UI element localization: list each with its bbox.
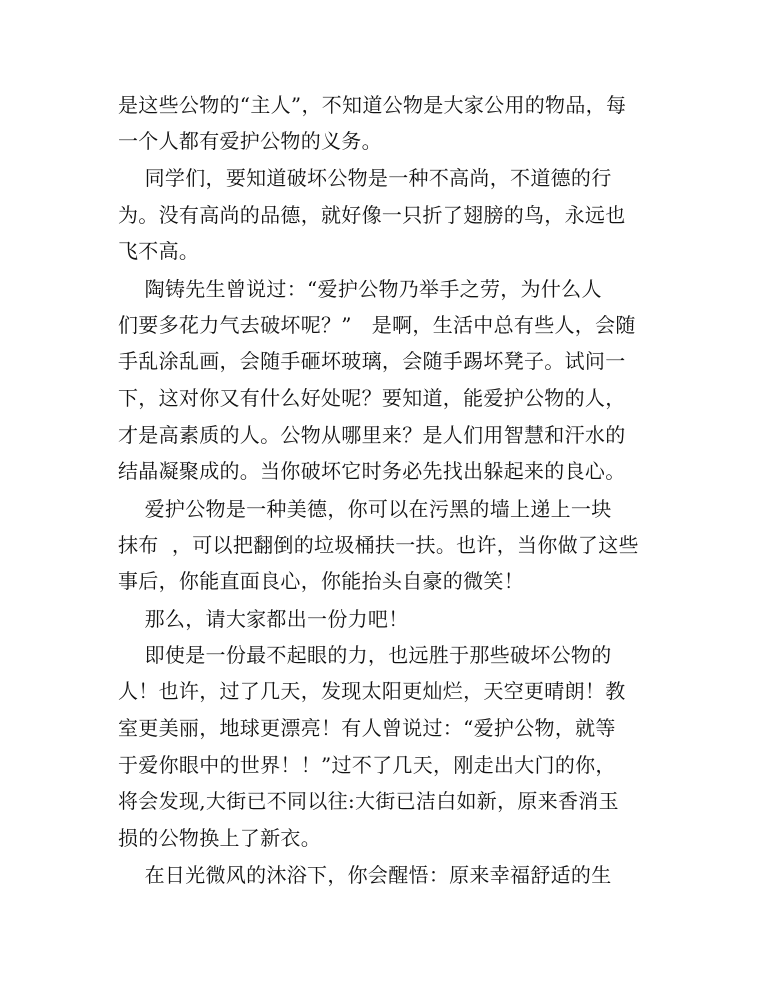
- text-line-8: 手乱涂乱画，会随手砸坏玻璃，会随手踢坏凳子。试问一: [118, 349, 626, 373]
- text-line-11: 结晶凝聚成的。当你破坏它时务必先找出躲起来的良心。: [118, 459, 626, 483]
- text-line-6: 陶铸先生曾说过：“爱护公物乃举手之劳，为什么人: [118, 277, 602, 301]
- text-line-16: 即使是一份最不起眼的力，也远胜于那些破坏公物的: [118, 643, 612, 667]
- text-line-22: 在日光微风的沐浴下，你会醒悟：原来幸福舒适的生: [118, 863, 612, 887]
- text-line-13: 抹布 ，可以把翻倒的垃圾桶扶一扶。也许，当你做了这些: [118, 533, 639, 557]
- text-line-7: 们要多花力气去破坏呢？” 是啊，生活中总有些人，会随: [118, 313, 636, 337]
- text-line-19: 于爱你眼中的世界！！”过不了几天，刚走出大门的你，: [118, 753, 616, 777]
- text-line-21: 损的公物换上了新衣。: [118, 826, 321, 850]
- text-line-4: 为。没有高尚的品德，就好像一只折了翅膀的鸟，永远也: [118, 203, 626, 227]
- text-line-18: 室更美丽，地球更漂亮！有人曾说过：“爱护公物，就等: [118, 716, 616, 740]
- text-line-14: 事后，你能直面良心，你能抬头自豪的微笑！: [118, 569, 524, 593]
- text-line-1: 是这些公物的“主人”，不知道公物是大家公用的物品，每: [118, 93, 627, 117]
- text-line-2: 一个人都有爱护公物的义务。: [118, 129, 382, 153]
- text-line-20: 将会发现,大街已不同以往:大街已洁白如新，原来香消玉: [118, 789, 619, 813]
- text-line-15: 那么，请大家都出一份力吧！: [118, 607, 409, 631]
- text-line-12: 爱护公物是一种美德，你可以在污黑的墙上递上一块: [118, 497, 612, 521]
- text-line-10: 才是高素质的人。公物从哪里来？是人们用智慧和汗水的: [118, 423, 626, 447]
- text-line-5: 飞不高。: [118, 239, 200, 263]
- text-line-3: 同学们，要知道破坏公物是一种不高尚，不道德的行: [118, 166, 612, 190]
- text-line-17: 人！也许，过了几天，发现太阳更灿烂，天空更晴朗！教: [118, 679, 626, 703]
- text-line-9: 下，这对你又有什么好处呢？要知道，能爱护公物的人，: [118, 386, 626, 410]
